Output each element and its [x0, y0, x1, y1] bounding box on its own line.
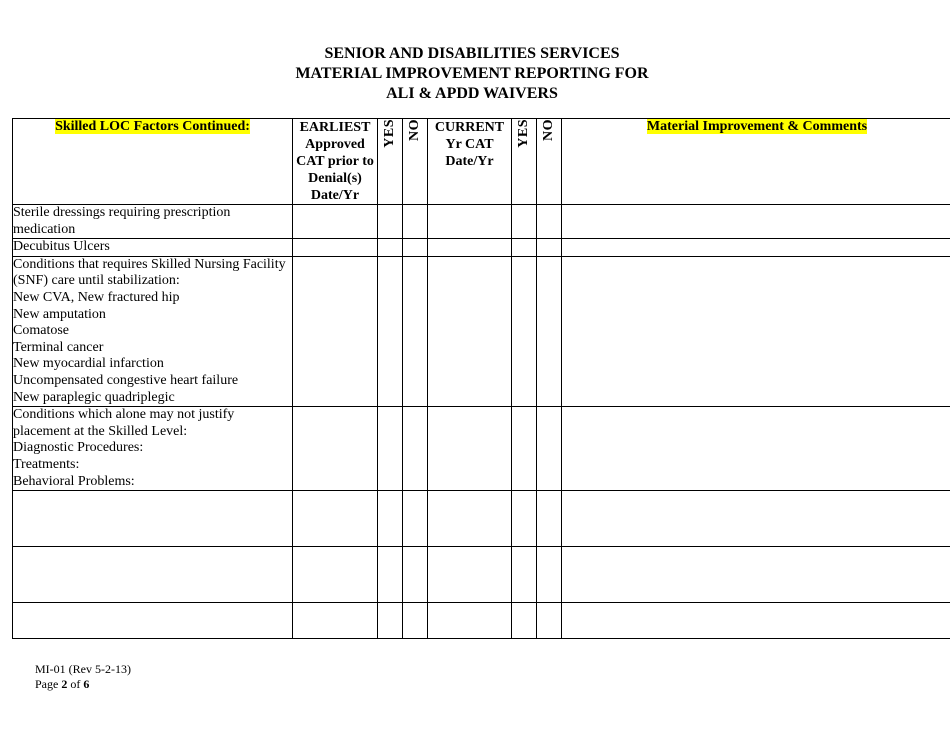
- yes-cell[interactable]: [512, 491, 537, 547]
- earliest-date-cell[interactable]: [293, 256, 378, 406]
- factor-cell: Conditions that requires Skilled Nursing Facility (SNF) care until stabilization: New CVA, New fractured hip New amputation Comatose Terminal cancer New myocardial infarction Uncompensated congestive heart failure New paraplegic quadriplegic: [13, 256, 293, 406]
- comments-cell[interactable]: [562, 256, 950, 406]
- page-total: 6: [83, 677, 90, 691]
- factor-cell-blank[interactable]: [13, 491, 293, 547]
- no-cell[interactable]: [537, 603, 562, 639]
- earliest-date-cell[interactable]: [293, 603, 378, 639]
- header-current: CURRENT Yr CAT Date/Yr: [428, 119, 512, 205]
- comments-heading: Material Improvement & Comments: [646, 119, 868, 134]
- yes-cell[interactable]: [378, 491, 403, 547]
- table-row: [13, 407, 950, 491]
- comments-cell[interactable]: [562, 407, 950, 491]
- no-cell[interactable]: [403, 491, 428, 547]
- improvement-table: [12, 118, 950, 639]
- earliest-date-cell[interactable]: [293, 407, 378, 491]
- yes-cell[interactable]: [378, 239, 403, 257]
- comments-cell[interactable]: [562, 491, 950, 547]
- yes-cell[interactable]: [378, 603, 403, 639]
- header-yes-2: [512, 119, 537, 205]
- comments-cell[interactable]: [562, 239, 950, 257]
- table-row: [13, 239, 950, 257]
- no-cell[interactable]: [403, 256, 428, 406]
- no-cell[interactable]: [537, 407, 562, 491]
- yes-cell[interactable]: [378, 547, 403, 603]
- no-cell[interactable]: [537, 547, 562, 603]
- comments-cell[interactable]: [562, 205, 950, 239]
- table-row: [13, 256, 950, 406]
- factor-cell: Sterile dressings requiring prescription medication: [13, 205, 293, 239]
- page-footer: [35, 662, 131, 692]
- factor-cell: Decubitus Ulcers: [13, 239, 293, 257]
- no-cell[interactable]: [403, 205, 428, 239]
- header-no-2: [537, 119, 562, 205]
- yes-label-2: YES: [516, 119, 531, 148]
- factor-cell-blank[interactable]: [13, 547, 293, 603]
- yes-label-1: YES: [382, 119, 397, 148]
- yes-cell[interactable]: [512, 256, 537, 406]
- header-no-1: [403, 119, 428, 205]
- comments-cell[interactable]: [562, 547, 950, 603]
- table-row: [13, 603, 950, 639]
- header-factors: [13, 119, 293, 205]
- no-cell[interactable]: [537, 205, 562, 239]
- earliest-date-cell[interactable]: [293, 547, 378, 603]
- current-date-cell[interactable]: [428, 239, 512, 257]
- no-cell[interactable]: [537, 239, 562, 257]
- current-date-cell[interactable]: [428, 256, 512, 406]
- header-comments: [562, 119, 950, 205]
- page-of: of: [70, 677, 81, 691]
- no-cell[interactable]: [537, 256, 562, 406]
- yes-cell[interactable]: [512, 603, 537, 639]
- title-line-2: MATERIAL IMPROVEMENT REPORTING FOR: [295, 65, 649, 82]
- table-row: [13, 491, 950, 547]
- no-label-2: NO: [541, 119, 556, 141]
- yes-cell[interactable]: [512, 407, 537, 491]
- yes-cell[interactable]: [378, 256, 403, 406]
- no-cell[interactable]: [403, 239, 428, 257]
- yes-cell[interactable]: [512, 205, 537, 239]
- page-current: 2: [61, 677, 68, 691]
- header-earliest: EARLIEST Approved CAT prior to Denial(s) Date/Yr: [293, 119, 378, 205]
- no-cell[interactable]: [403, 547, 428, 603]
- current-date-cell[interactable]: [428, 547, 512, 603]
- earliest-date-cell[interactable]: [293, 205, 378, 239]
- yes-cell[interactable]: [512, 547, 537, 603]
- header-yes-1: [378, 119, 403, 205]
- page-prefix: Page: [35, 677, 59, 691]
- yes-cell[interactable]: [378, 205, 403, 239]
- yes-cell[interactable]: [378, 407, 403, 491]
- title-line-3: ALI & APDD WAIVERS: [386, 85, 558, 102]
- form-id: MI-01 (Rev 5-2-13): [35, 662, 131, 676]
- table-row: [13, 547, 950, 603]
- table-row: [13, 205, 950, 239]
- factors-heading: Skilled LOC Factors Continued:: [55, 119, 250, 134]
- current-date-cell[interactable]: [428, 205, 512, 239]
- header-row: [13, 119, 950, 205]
- no-cell[interactable]: [403, 603, 428, 639]
- yes-cell[interactable]: [512, 239, 537, 257]
- no-cell[interactable]: [403, 407, 428, 491]
- document-title: [0, 44, 944, 104]
- page-number: [35, 677, 131, 692]
- current-date-cell[interactable]: [428, 491, 512, 547]
- factor-cell-blank[interactable]: [13, 603, 293, 639]
- no-label-1: NO: [407, 119, 422, 141]
- current-date-cell[interactable]: [428, 407, 512, 491]
- title-line-1: SENIOR AND DISABILITIES SERVICES: [324, 45, 620, 62]
- comments-cell[interactable]: [562, 603, 950, 639]
- earliest-date-cell[interactable]: [293, 491, 378, 547]
- no-cell[interactable]: [537, 491, 562, 547]
- current-date-cell[interactable]: [428, 603, 512, 639]
- factor-cell: Conditions which alone may not justify placement at the Skilled Level: Diagnostic Procedures: Treatments: Behavioral Problems:: [13, 407, 293, 491]
- earliest-date-cell[interactable]: [293, 239, 378, 257]
